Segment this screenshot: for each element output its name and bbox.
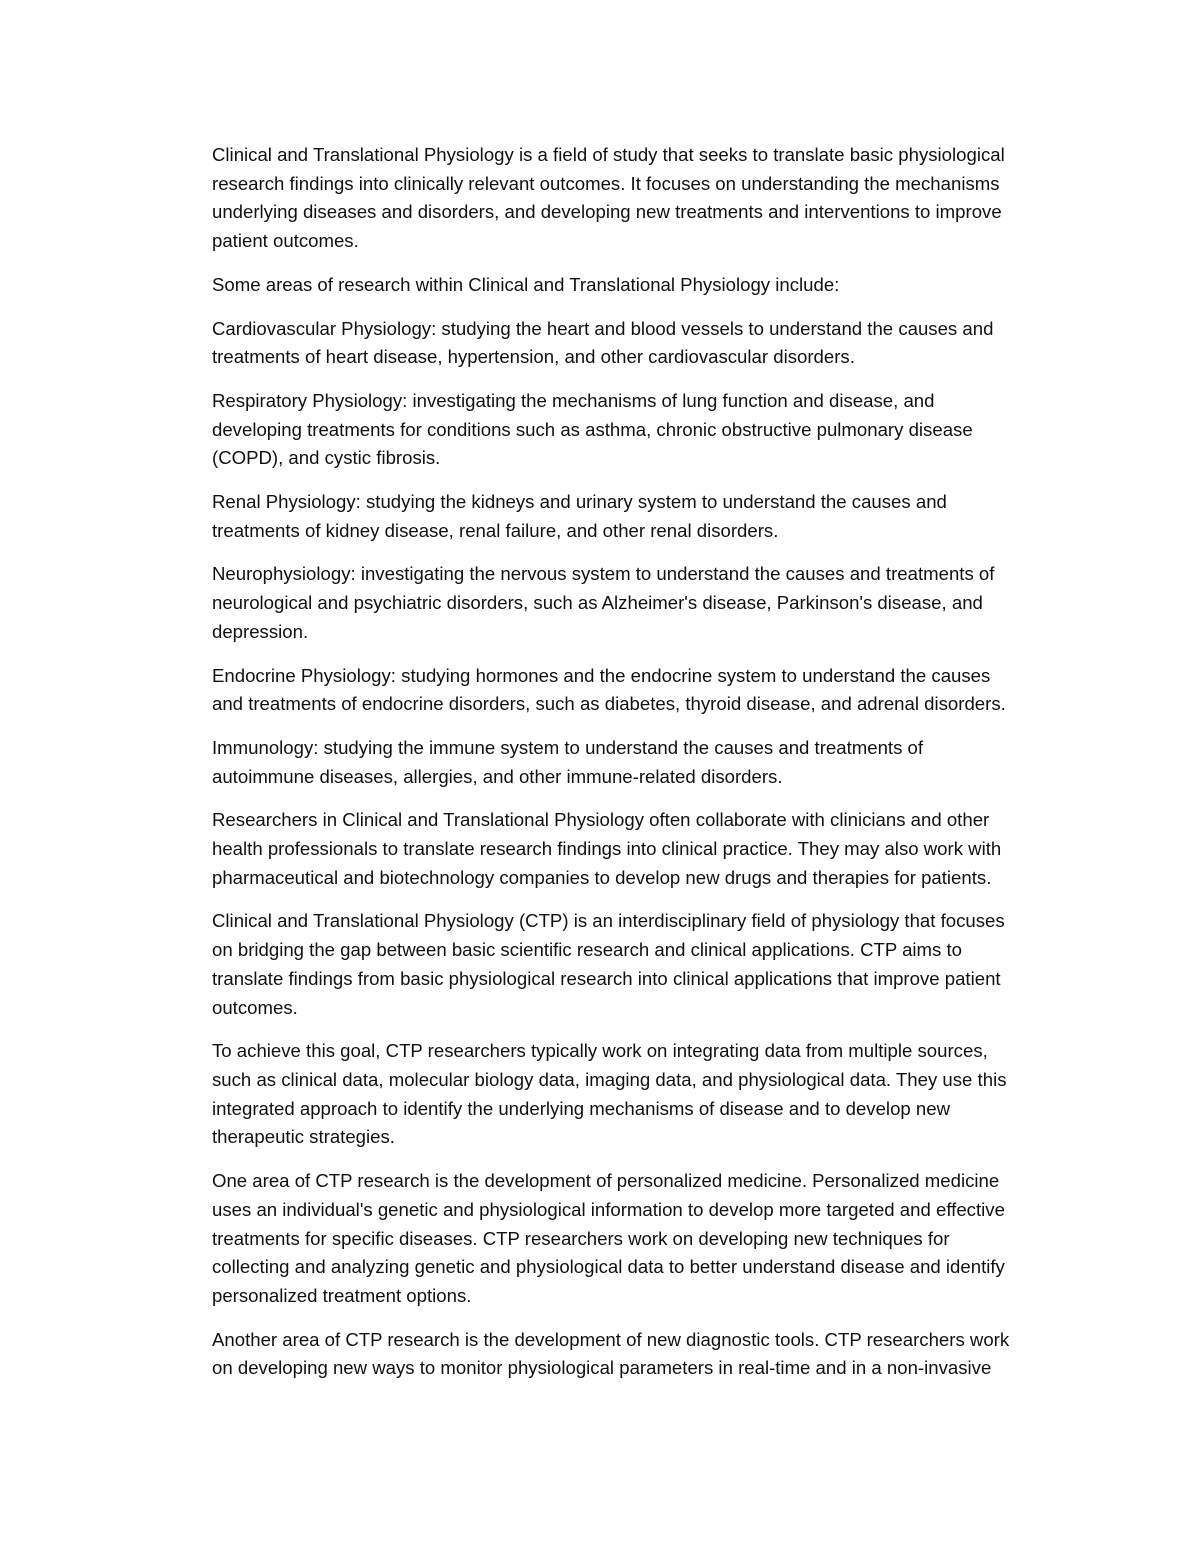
paragraph-diagnostic-tools <box>212 1326 1064 1383</box>
paragraph-endocrine <box>212 662 1064 719</box>
document-body <box>212 141 1064 1398</box>
text-line: pharmaceutical and biotechnology companies to develop new drugs and therapies for patients. <box>212 866 992 888</box>
text-line: on developing new ways to monitor physiological parameters in real-time and in a non-invasive <box>212 1357 992 1379</box>
text-line: treatments of heart disease, hypertension, and other cardiovascular disorders. <box>212 346 855 368</box>
text-line: To achieve this goal, CTP researchers typically work on integrating data from multiple sources, <box>212 1040 988 1062</box>
text-line: collecting and analyzing genetic and physiological data to better understand disease and identify <box>212 1256 1005 1278</box>
text-line: Another area of CTP research is the development of new diagnostic tools. CTP researchers work <box>212 1328 1010 1350</box>
paragraph-respiratory <box>212 387 1064 473</box>
text-line: developing treatments for conditions such as asthma, chronic obstructive pulmonary disease <box>212 418 973 440</box>
text-line: neurological and psychiatric disorders, such as Alzheimer's disease, Parkinson's disease, and <box>212 592 983 614</box>
text-line: underlying diseases and disorders, and developing new treatments and interventions to improve <box>212 201 1002 223</box>
text-line: Some areas of research within Clinical and Translational Physiology include: <box>212 273 840 295</box>
text-line: Cardiovascular Physiology: studying the heart and blood vessels to understand the causes and <box>212 317 994 339</box>
text-line: health professionals to translate research findings into clinical practice. They may also work with <box>212 838 1002 860</box>
text-line: Neurophysiology: investigating the nervous system to understand the causes and treatments of <box>212 563 995 585</box>
paragraph-ctp-goal <box>212 1037 1064 1152</box>
text-line: Renal Physiology: studying the kidneys and urinary system to understand the causes and <box>212 491 947 513</box>
text-line: such as clinical data, molecular biology data, imaging data, and physiological data. They use this <box>212 1068 1007 1090</box>
text-line: Respiratory Physiology: investigating the mechanisms of lung function and disease, and <box>212 389 935 411</box>
text-line: depression. <box>212 620 309 642</box>
text-line: Clinical and Translational Physiology (CTP) is an interdisciplinary field of physiology that focuses <box>212 910 1005 932</box>
text-line: (COPD), and cystic fibrosis. <box>212 447 441 469</box>
paragraph-areas-intro <box>212 271 1064 300</box>
text-line: Endocrine Physiology: studying hormones and the endocrine system to understand the causes <box>212 664 991 686</box>
text-line: Clinical and Translational Physiology is a field of study that seeks to translate basic physiological <box>212 144 1005 165</box>
text-line: Immunology: studying the immune system to understand the causes and treatments of <box>212 736 924 758</box>
paragraph-neurophysiology <box>212 560 1064 646</box>
text-line: autoimmune diseases, allergies, and other immune-related disorders. <box>212 765 783 787</box>
text-line: therapeutic strategies. <box>212 1126 395 1148</box>
text-line: Researchers in Clinical and Translational Physiology often collaborate with clinicians and other <box>212 809 990 831</box>
text-line: research findings into clinically relevant outcomes. It focuses on understanding the mechanisms <box>212 172 1000 194</box>
text-line: patient outcomes. <box>212 230 359 252</box>
paragraph-renal <box>212 488 1064 545</box>
paragraph-immunology <box>212 734 1064 791</box>
text-line: integrated approach to identify the underlying mechanisms of disease and to develop new <box>212 1097 951 1119</box>
paragraph-personalized-medicine <box>212 1167 1064 1311</box>
text-line: translate findings from basic physiological research into clinical applications that improve patient <box>212 967 1001 989</box>
text-line: One area of CTP research is the development of personalized medicine. Personalized medicine <box>212 1170 1000 1192</box>
text-line: treatments for specific diseases. CTP researchers work on developing new techniques for <box>212 1227 950 1249</box>
text-line: personalized treatment options. <box>212 1284 472 1306</box>
text-line: treatments of kidney disease, renal failure, and other renal disorders. <box>212 519 779 541</box>
text-line: outcomes. <box>212 996 298 1018</box>
text-line: on bridging the gap between basic scientific research and clinical applications. CTP aims to <box>212 939 963 961</box>
text-line: uses an individual's genetic and physiological information to develop more targeted and effective <box>212 1198 1005 1220</box>
paragraph-intro <box>212 141 1064 256</box>
paragraph-ctp-definition <box>212 907 1064 1022</box>
text-line: and treatments of endocrine disorders, such as diabetes, thyroid disease, and adrenal disorders. <box>212 693 1006 715</box>
paragraph-collaboration <box>212 806 1064 892</box>
paragraph-cardiovascular <box>212 315 1064 372</box>
